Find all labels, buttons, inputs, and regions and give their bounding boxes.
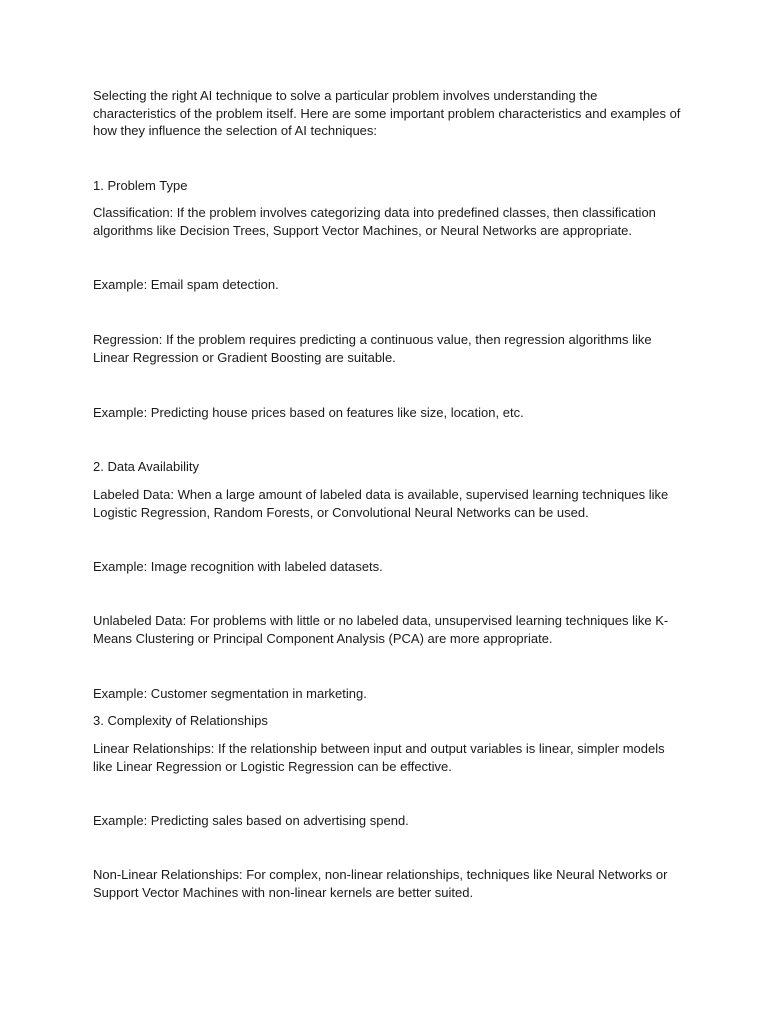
paragraph-example-customer-segmentation: Example: Customer segmentation in marketing. [93, 686, 367, 701]
paragraph-labeled-data: Labeled Data: When a large amount of labeled data is available, supervised learning techniques like Logistic Regression, Random Forests, or Convolutional Neural Networks can be used. [93, 487, 669, 520]
paragraph-example-sales: Example: Predicting sales based on advertising spend. [93, 813, 409, 828]
section-heading-problem-type: 1. Problem Type [93, 178, 188, 193]
section-heading-complexity: 3. Complexity of Relationships [93, 713, 268, 728]
paragraph-unlabeled-data: Unlabeled Data: For problems with little or no labeled data, unsupervised learning techniques like K-Means Clustering or Principal Component Analysis (PCA) are more appropriate. [93, 613, 669, 646]
paragraph-example-image-recognition: Example: Image recognition with labeled datasets. [93, 559, 383, 574]
section-heading-data-availability: 2. Data Availability [93, 459, 199, 474]
paragraph-example-spam: Example: Email spam detection. [93, 277, 279, 292]
intro-paragraph: Selecting the right AI technique to solve a particular problem involves understanding the characteristics of the problem itself. Here are some important problem characteristics and examples of how they influence the selection of AI techniques: [93, 88, 681, 138]
paragraph-classification: Classification: If the problem involves categorizing data into predefined classes, then classification algorithms like Decision Trees, Support Vector Machines, or Neural Networks are appropriate. [93, 205, 656, 238]
paragraph-regression: Regression: If the problem requires predicting a continuous value, then regression algorithms like Linear Regression or Gradient Boosting are suitable. [93, 332, 652, 365]
paragraph-non-linear-relationships: Non-Linear Relationships: For complex, non-linear relationships, techniques like Neural Networks or Support Vector Machines with non-linear kernels are better suited. [93, 867, 668, 900]
paragraph-example-house-prices: Example: Predicting house prices based on features like size, location, etc. [93, 405, 524, 420]
paragraph-linear-relationships: Linear Relationships: If the relationship between input and output variables is linear, simpler models like Linear Regression or Logistic Regression can be effective. [93, 741, 665, 774]
